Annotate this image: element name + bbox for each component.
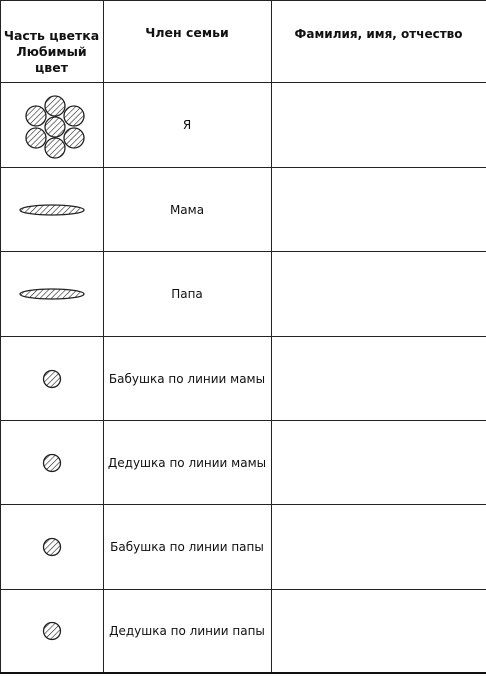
member-label: Я — [182, 118, 192, 132]
name-entry-cell[interactable] — [271, 421, 486, 504]
circle-icon — [41, 452, 63, 474]
row-icon-cell — [0, 168, 103, 251]
table-border-bottom — [0, 672, 486, 674]
header-flower-part — [0, 28, 103, 76]
member-label: Дедушка по линии папы — [109, 624, 265, 638]
header-flower-part-line2: Любимый цвет — [16, 44, 87, 75]
row-icon-cell — [0, 83, 103, 167]
row-icon-cell — [0, 590, 103, 672]
row-icon-cell — [0, 252, 103, 336]
circle-icon — [41, 368, 63, 390]
circle-icon — [41, 620, 63, 642]
member-label: Бабушка по линии папы — [110, 540, 264, 554]
member-label: Бабушка по линии мамы — [108, 371, 266, 386]
header-family-member: Член семьи — [145, 25, 229, 40]
name-entry-cell[interactable] — [271, 590, 486, 672]
member-label: Папа — [171, 287, 203, 301]
member-label: Мама — [169, 202, 205, 217]
flower-icon — [12, 85, 92, 165]
name-entry-cell[interactable] — [271, 83, 486, 167]
name-entry-cell[interactable] — [271, 337, 486, 420]
petal-icon — [17, 287, 87, 301]
header-flower-part-line1: Часть цветка — [3, 28, 100, 43]
row-icon-cell — [0, 337, 103, 420]
petal-icon — [17, 203, 87, 217]
name-entry-cell[interactable] — [271, 252, 486, 336]
circle-icon — [41, 536, 63, 558]
name-entry-cell[interactable] — [271, 168, 486, 251]
row-icon-cell — [0, 505, 103, 589]
header-full-name: Фамилия, имя, отчество — [294, 27, 463, 41]
name-entry-cell[interactable] — [271, 505, 486, 589]
member-label: Дедушка по линии мамы — [107, 455, 267, 470]
row-icon-cell — [0, 421, 103, 504]
table-border-top — [0, 0, 486, 1]
